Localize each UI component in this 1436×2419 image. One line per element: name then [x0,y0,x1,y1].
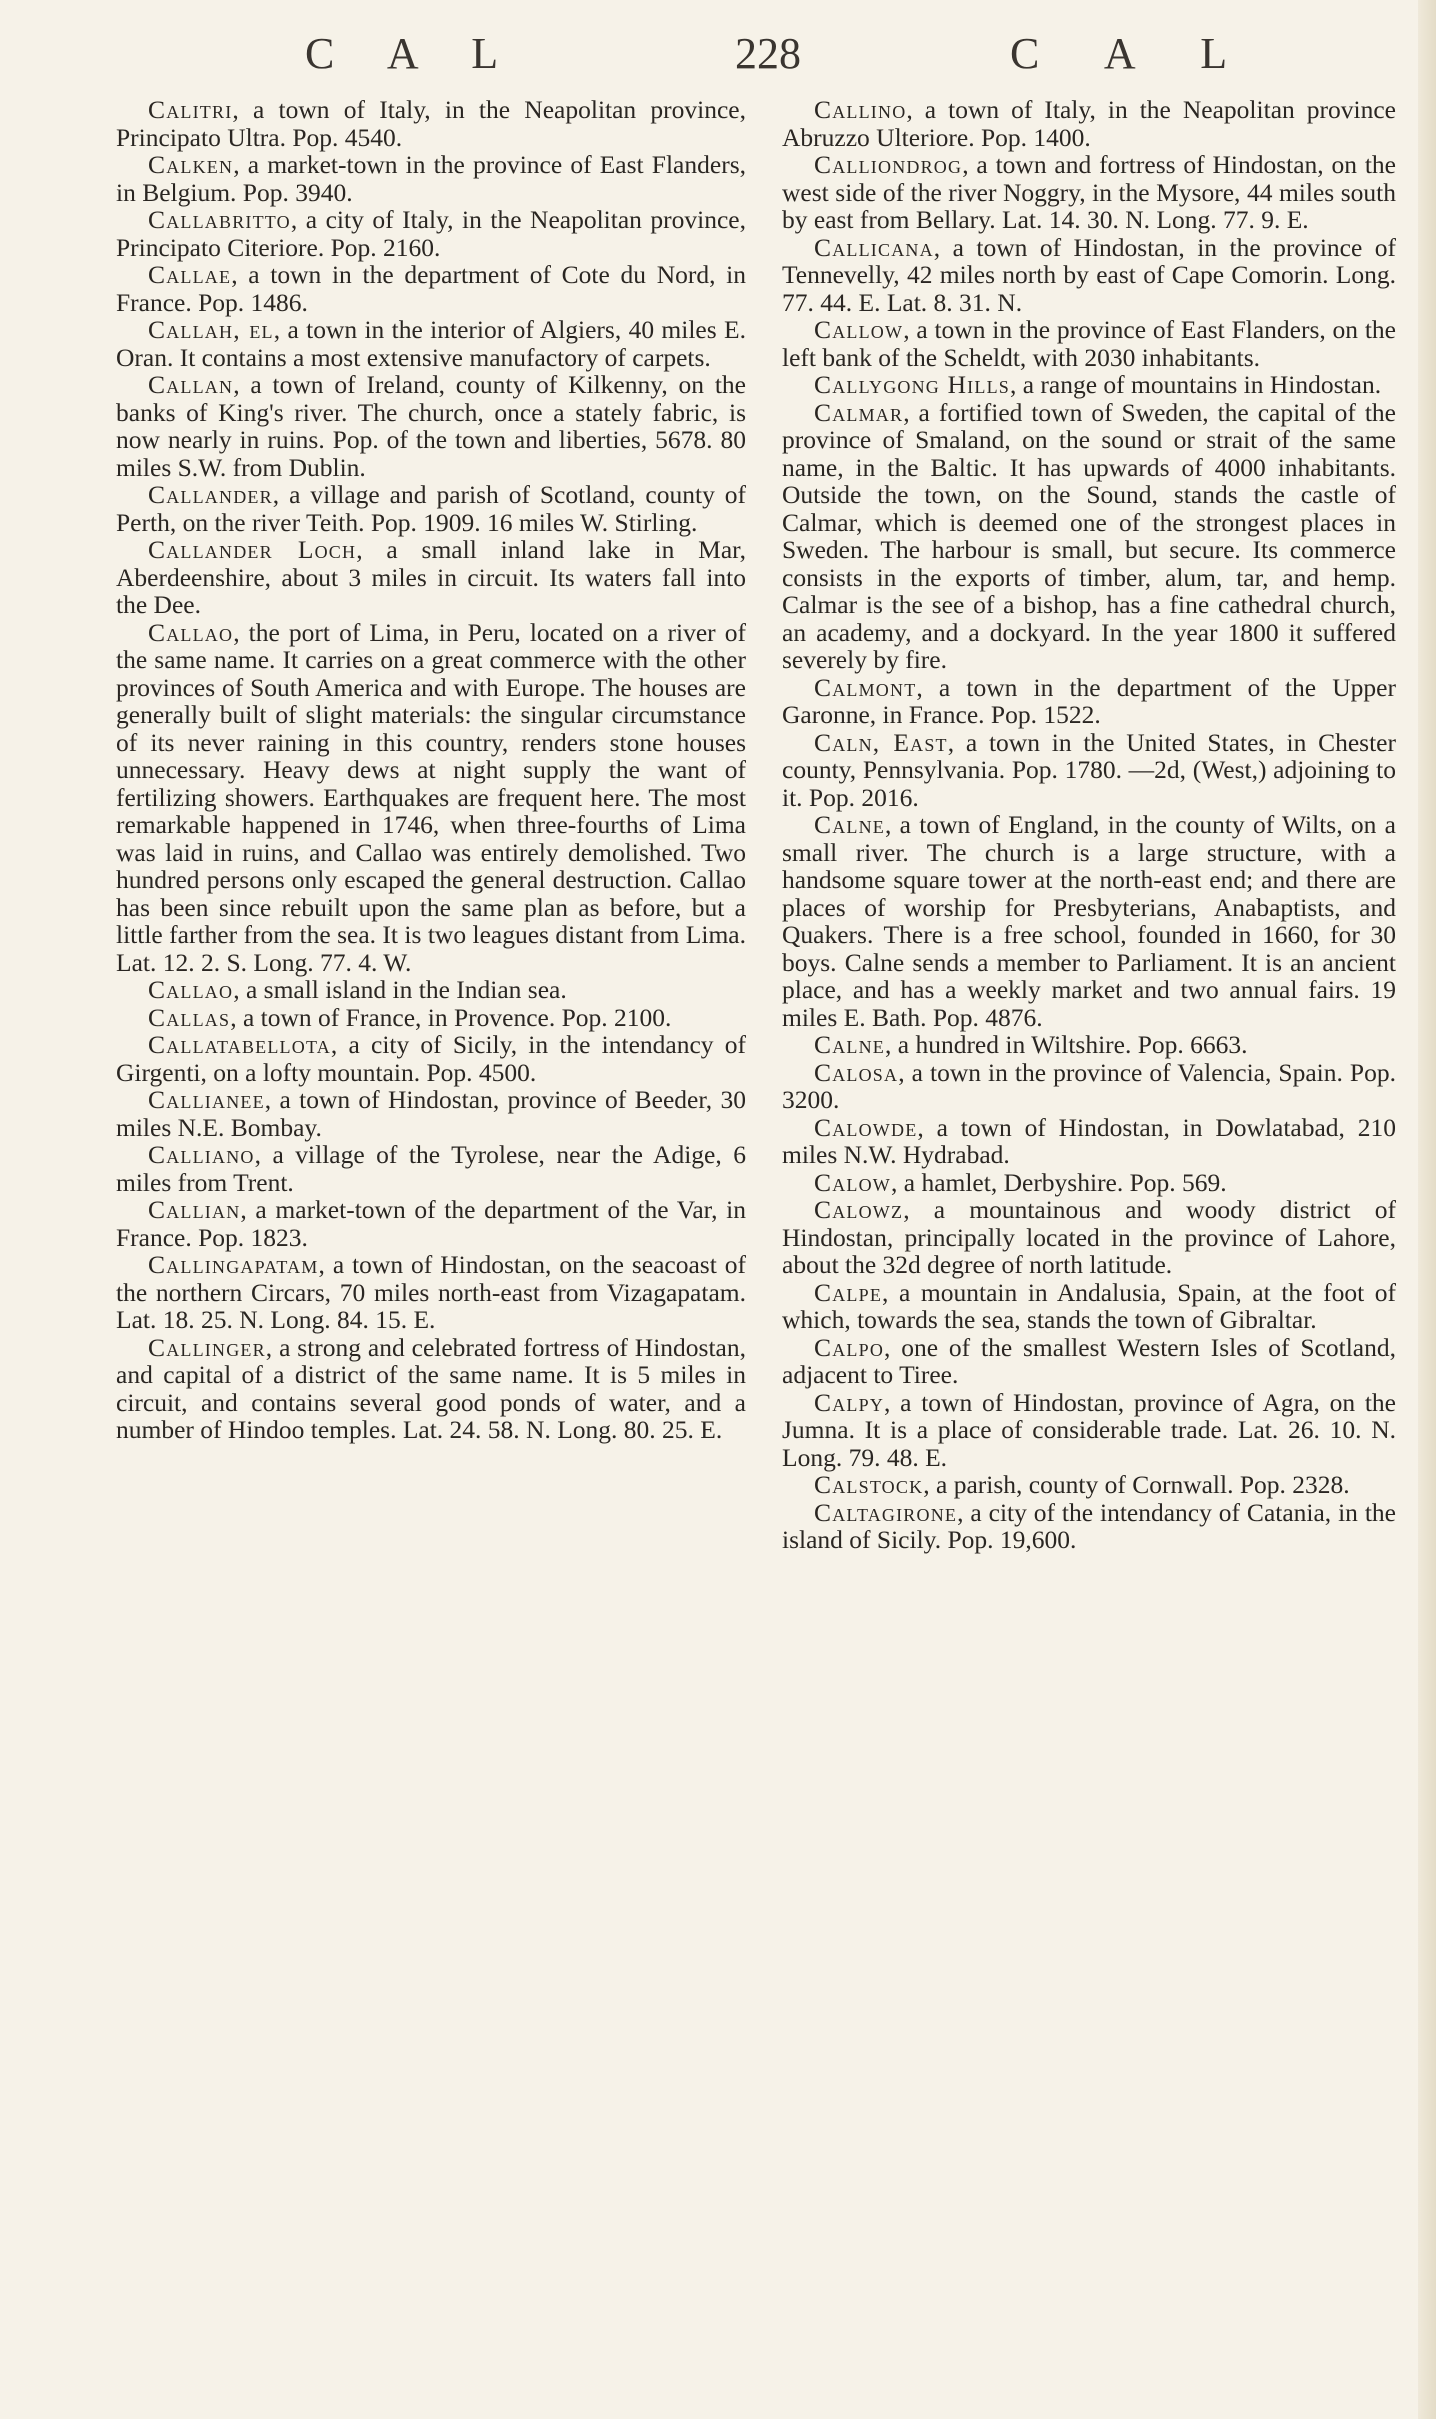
left-column [116,96,746,1444]
gazetteer-entry [116,976,746,1004]
entry-text: , a fortified town of Sweden, the capital of the province of Smaland, on the sound or strait of the same name, in the Baltic. It has upwards of 4000 inhabitants. Outside the town, on the Sound, stands the castle of Calmar, which is deemed one of the strongest places in Sweden. The harbour is small, but secure. Its commerce consists in the exports of timber, alum, tar, and hemp. Calmar is the see of a bishop, has a fine cathedral church, an academy, and a dockyard. In the year 1800 it suffered severely by fire. [782,397,1396,674]
entry-text: , a village and parish of Scotland, county of Perth, on the river Teith. Pop. 1909. 16 miles W. Stirling. [116,480,746,537]
gazetteer-entry [782,1499,1396,1554]
gazetteer-entry [116,536,746,619]
entry-text: , a town in the United States, in Chester county, Pennsylvania. Pop. 1780. —2d, (West,) adjoining to it. Pop. 2016. [782,727,1396,812]
page-edge [1418,0,1436,2419]
right-column [782,96,1396,1554]
gazetteer-entry [782,1389,1396,1472]
gazetteer-entry [116,96,746,151]
entry-headword: Calne [814,810,885,839]
gazetteer-entry [782,234,1396,317]
entry-text: , a town in the department of Cote du Nord, in France. Pop. 1486. [116,260,746,317]
entry-headword: Callow [814,315,904,344]
entry-text: , the port of Lima, in Peru, located on a river of the same name. It carries on a great commerce with the other provinces of South America and with Europe. The houses are generally built of slight materials: the singular circumstance of its never raining in this country, renders stone houses unnecessary. Heavy dews at night supply the want of fertilizing showers. Earthquakes are frequent here. The most remarkable happened in 1746, when three-fourths of Lima was laid in ruins, and Callao was entirely demolished. Two hundred persons only escaped the general destruction. Callao has been since rebuilt upon the same plan as before, but a little farther from the sea. It is two leagues distant from Lima. Lat. 12. 2. S. Long. 77. 4. W. [116,617,746,977]
entry-text: , a town in the department of the Upper Garonne, in France. Pop. 1522. [782,672,1396,729]
entry-text: , a mountain in Andalusia, Spain, at the foot of which, towards the sea, stands the town of Gibraltar. [782,1277,1396,1334]
entry-text: , a small inland lake in Mar, Aberdeenshire, about 3 miles in circuit. Its waters fall into the Dee. [116,535,746,619]
entry-headword: Calmar [814,397,904,427]
entry-text: , a town in the province of East Flanders, on the left bank of the Scheldt, with 2030 inhabitants. [782,315,1396,372]
entry-headword: Callingapatam [148,1250,319,1279]
entry-text: , a hundred in Wiltshire. Pop. 6663. [885,1030,1248,1059]
entry-headword: Calpy [814,1387,885,1417]
entry-headword: Callicana [814,232,934,262]
entry-text: , a town in the interior of Algiers, 40 miles E. Oran. It contains a most extensive manufactory of carpets. [116,315,746,372]
entry-headword: Callao [148,975,234,1004]
entry-text: , a range of mountains in Hindostan. [1009,370,1382,399]
entry-headword: Callinger [148,1332,266,1362]
gazetteer-entry [782,1196,1396,1279]
gazetteer-entry [782,811,1396,1031]
page-number: 228 [735,29,801,78]
entry-text: , a town of Hindostan, in the province of Tennevelly, 42 miles north by east of Cape Comorin. Long. 77. 44. E. Lat. 8. 31. N. [782,232,1396,317]
entry-text: , a village of the Tyrolese, near the Adige, 6 miles from Trent. [116,1140,746,1197]
entry-headword: Calliano [148,1140,255,1169]
gazetteer-entry [782,1031,1396,1059]
entry-text: , a town of Hindostan, province of Beeder, 30 miles N.E. Bombay. [116,1085,746,1142]
entry-text: , a mountainous and woody district of Hindostan, principally located in the province of Lahore, about the 32d degree of north latitude. [782,1195,1396,1279]
entry-headword: Callae [148,260,232,289]
gazetteer-entry [116,1031,746,1086]
gazetteer-entry [116,1086,746,1141]
entry-headword: Callander Loch [148,535,357,564]
gazetteer-entry [782,1471,1396,1499]
gazetteer-entry [782,1114,1396,1169]
entry-headword: Calpo [814,1332,885,1362]
entry-headword: Calliondrog [814,150,963,179]
entry-headword: Calken [148,150,234,179]
entry-text: , a market-town in the province of East Flanders, in Belgium. Pop. 3940. [116,150,746,207]
entry-text: , a town of Hindostan, in Dowlatabad, 210 miles N.W. Hydrabad. [782,1112,1396,1169]
entry-headword: Callian [148,1195,241,1224]
entry-headword: Calosa [814,1057,899,1087]
gazetteer-entry [782,371,1396,399]
gazetteer-entry [116,206,746,261]
entry-text: , a market-town of the department of the Var, in France. Pop. 1823. [116,1195,746,1252]
gazetteer-entry [782,1059,1396,1114]
gazetteer-entry [782,316,1396,371]
gazetteer-entry [782,729,1396,812]
gazetteer-entry [782,96,1396,151]
entry-text: , a town and fortress of Hindostan, on the west side of the river Noggry, in the Mysore, 44 miles south by east from Bellary. Lat. 14. 30. N. Long. 77. 9. E. [782,150,1396,234]
gazetteer-entry [782,1334,1396,1389]
entry-headword: Calne [814,1030,885,1059]
entry-text: , a city of Sicily, in the intendancy of Girgenti, on a lofty mountain. Pop. 4500. [116,1030,746,1087]
entry-text: , a parish, county of Cornwall. Pop. 2328. [923,1470,1350,1499]
entry-headword: Callao [148,617,234,647]
gazetteer-entry [782,674,1396,729]
gazetteer-entry [116,1196,746,1251]
entry-text: , a small island in the Indian sea. [233,975,567,1004]
entry-text: , a town of Ireland, county of Kilkenny, on the banks of King's river. The church, once a stately fabric, is now nearly in ruins. Pop. of the town and liberties, 5678. 80 miles S.W. from Dublin. [116,370,746,482]
header-right-catchword: C A L [1010,29,1256,78]
entry-headword: Callan [148,370,234,399]
entry-headword: Calow [814,1167,891,1197]
gazetteer-entry [782,1169,1396,1197]
entry-text: , a city of Italy, in the Neapolitan province, Principato Citeriore. Pop. 2160. [116,205,746,262]
entry-headword: Calitri [148,95,233,124]
gazetteer-entry [116,619,746,977]
entry-headword: Calpe [814,1277,883,1307]
entry-headword: Callino [814,95,907,124]
gazetteer-entry [116,1141,746,1196]
entry-headword: Callianee [148,1085,265,1114]
entry-headword: Calowz [814,1195,904,1224]
gazetteer-entry [116,1004,746,1032]
gazetteer-entry [116,1334,746,1444]
entry-headword: Callas [148,1002,231,1032]
entry-headword: Callander [148,480,273,509]
entry-text: , one of the smallest Western Isles of Scotland, adjacent to Tiree. [782,1332,1396,1389]
entry-text: , a town in the province of Valencia, Spain. Pop. 3200. [782,1057,1396,1114]
entry-headword: Callygong Hills [814,370,1010,399]
gazetteer-entry [116,1251,746,1334]
entry-text: , a hamlet, Derbyshire. Pop. 569. [891,1167,1227,1197]
gazetteer-entry [116,151,746,206]
running-header [0,28,1436,88]
header-left-catchword: C A L [305,29,521,78]
entry-headword: Callah, el [148,315,274,344]
gazetteer-entry [116,371,746,481]
entry-headword: Calowde [814,1112,918,1142]
entry-text: , a city of the intendancy of Catania, in the island of Sicily. Pop. 19,600. [782,1497,1396,1554]
entry-text: , a town of Hindostan, province of Agra, on the Jumna. It is a place of considerable trade. Lat. 26. 10. N. Long. 79. 48. E. [782,1387,1396,1472]
gazetteer-entry [116,316,746,371]
entry-text: , a town of Italy, in the Neapolitan province Abruzzo Ulteriore. Pop. 1400. [782,95,1396,152]
entry-text: , a town of France, in Provence. Pop. 2100. [230,1002,672,1032]
entry-headword: Caln, East [814,727,948,757]
entry-headword: Calmont [814,672,917,702]
entry-text: , a town of Italy, in the Neapolitan province, Principato Ultra. Pop. 4540. [116,95,746,152]
entry-text: , a town of Hindostan, on the seacoast of the northern Circars, 70 miles north-east from Vizagapatam. Lat. 18. 25. N. Long. 84. 15. E. [116,1250,746,1334]
entry-headword: Callabritto [148,205,291,234]
entry-text: , a town of England, in the county of Wilts, on a small river. The church is a large structure, with a handsome square tower at the north-east end; and there are places of worship for Presbyterians, Anabaptists, and Quakers. There is a free school, founded in 1660, for 30 boys. Calne sends a member to Parliament. It is an ancient place, and has a weekly market and two annual fairs. 19 miles E. Bath. Pop. 4876. [782,810,1396,1032]
entry-headword: Caltagirone [814,1497,958,1527]
gazetteer-entry [116,481,746,536]
gazetteer-entry [782,151,1396,234]
entry-text: , a strong and celebrated fortress of Hindostan, and capital of a district of the same name. It is 5 miles in circuit, and contains several good ponds of water, and a number of Hindoo temples. Lat. 24. 58. N. Long. 80. 25. E. [116,1332,746,1444]
gazetteer-entry [116,261,746,316]
gazetteer-entry [782,1279,1396,1334]
gazetteer-entry [782,399,1396,674]
entry-headword: Callatabellota [148,1030,331,1059]
entry-headword: Calstock [814,1470,924,1499]
